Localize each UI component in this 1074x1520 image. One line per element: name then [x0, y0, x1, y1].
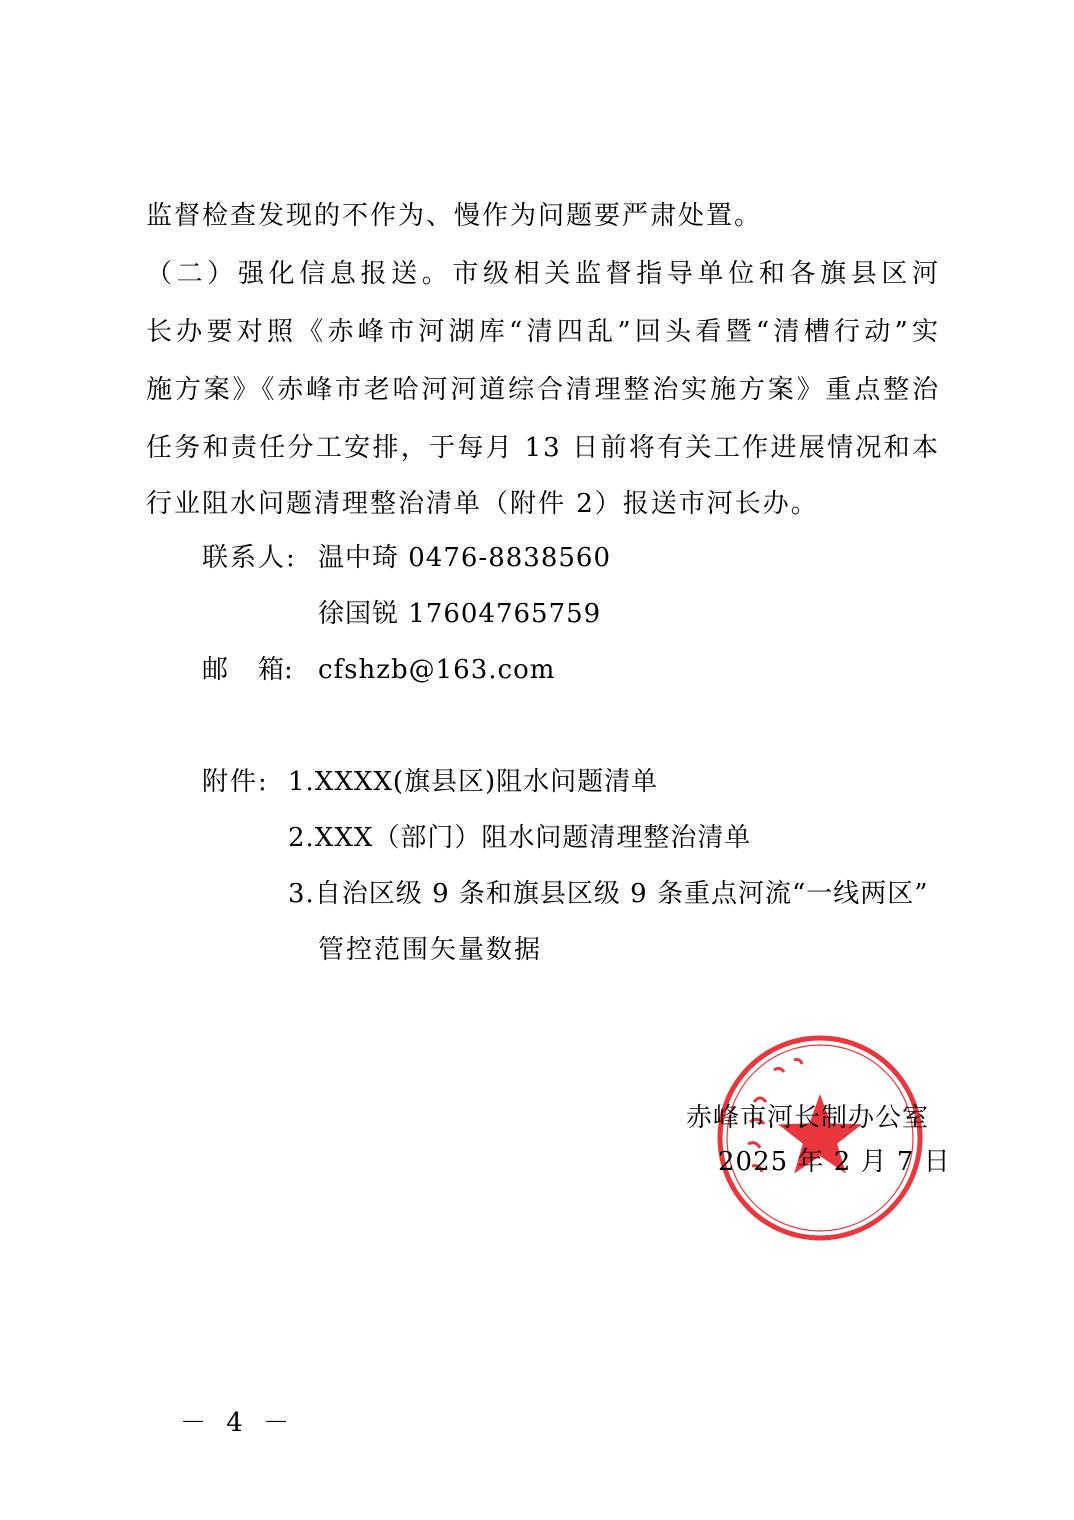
attachment-item-2: 2.XXX（部门）阻水问题清理整治清单 [288, 823, 752, 853]
signature-date: 2025 年 2 月 7 日 [718, 1147, 951, 1177]
paragraph-2-line-1: （二）强化信息报送。市级相关监督指导单位和各旗县区河 [146, 259, 940, 289]
attachment-item-3: 3.自治区级 9 条和旗县区级 9 条重点河流“一线两区” [288, 879, 929, 909]
email-label-char-2: 箱: [258, 655, 293, 685]
signature-org: 赤峰市河长制办公室 [686, 1103, 930, 1133]
attachments-label: 附件: [202, 767, 269, 797]
paragraph-2-line-3: 施方案》《赤峰市老哈河河道综合清理整治实施方案》重点整治 [146, 375, 940, 405]
email-label [202, 652, 293, 688]
contact-person-2: 徐国锐 17604765759 [318, 599, 602, 629]
page-number: － 4 － [180, 1408, 296, 1438]
paragraph-2-line-4: 任务和责任分工安排，于每月 13 日前将有关工作进展情况和本 [146, 433, 940, 463]
attachment-item-3-continued: 管控范围矢量数据 [318, 935, 543, 965]
email-label-char-1: 邮 [202, 655, 229, 685]
official-seal-icon [714, 1032, 926, 1244]
paragraph-2-line-2: 长办要对照《赤峰市河湖库“清四乱”回头看暨“清槽行动”实 [146, 317, 940, 347]
paragraph-2-last-line: 行业阻水问题清理整治清单（附件 2）报送市河长办。 [146, 489, 819, 519]
paragraph-1-last-line: 监督检查发现的不作为、慢作为问题要严肃处置。 [146, 201, 763, 231]
contact-label: 联系人: [202, 543, 297, 573]
attachment-item-1: 1.XXXX(旗县区)阻水问题清单 [288, 767, 659, 797]
contact-person-1: 温中琦 0476-8838560 [318, 543, 612, 573]
email-address: cfshzb@163.com [318, 655, 556, 685]
